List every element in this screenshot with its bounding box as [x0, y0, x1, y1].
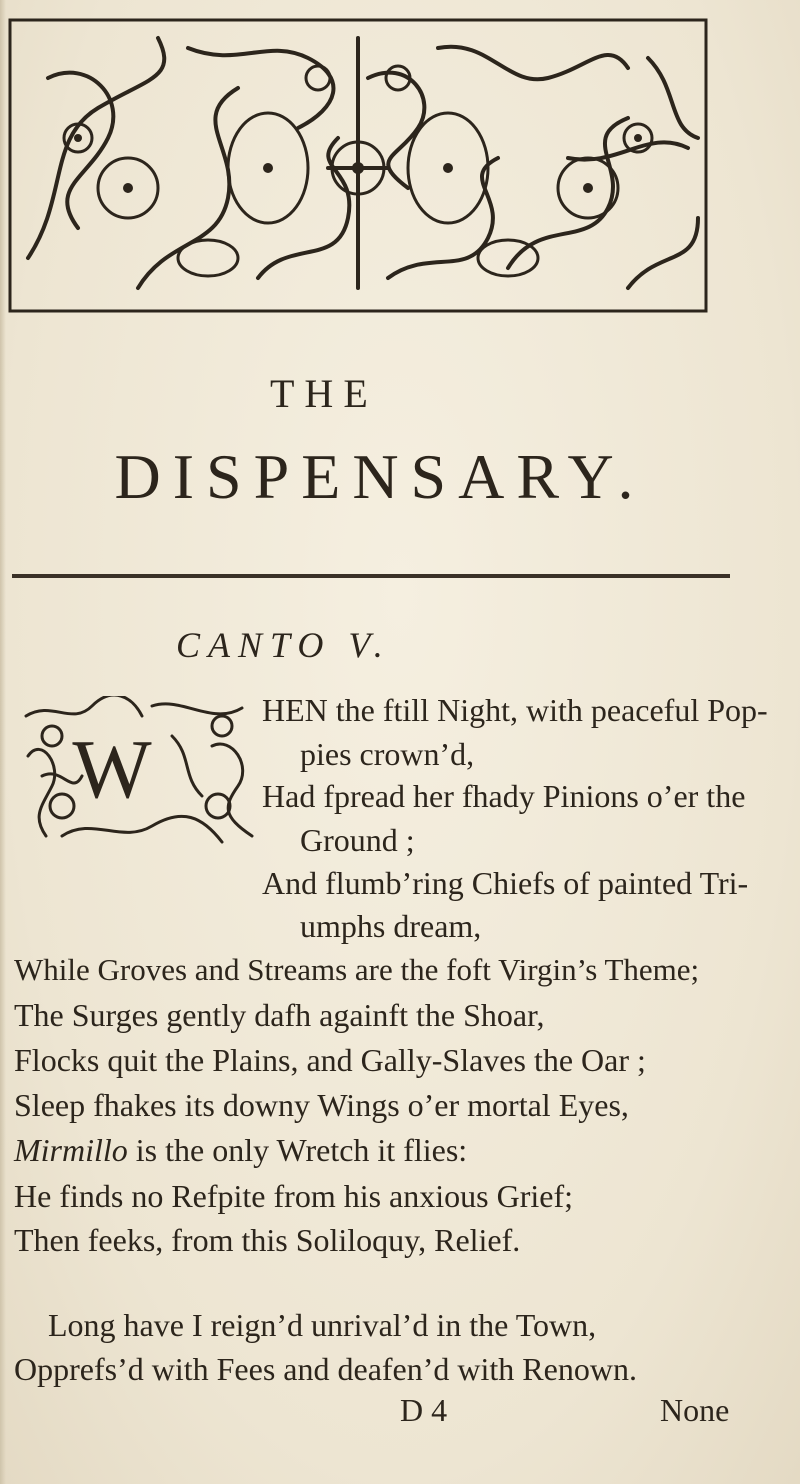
headpiece-ornament — [8, 18, 708, 313]
poem-line-8: The Surges gently dafh againft the Shoar, — [14, 997, 545, 1033]
canto-heading: CANTO V. — [176, 625, 391, 665]
poem-line-2: pies crown’d, — [300, 736, 475, 772]
poem-line-13: Then feeks, from this Soliloquy, Relief. — [14, 1222, 521, 1258]
poem-name-mirmillo: Mirmillo — [14, 1132, 128, 1168]
title-rule — [12, 574, 730, 578]
poem-line-4: Ground ; — [300, 822, 415, 858]
poem-line-10: Sleep fhakes its downy Wings o’er mortal Eyes, — [14, 1087, 629, 1123]
poem-line-14: Long have I reign’d unrival’d in the Town, — [48, 1307, 597, 1343]
poem-line-3: Had fpread her fhady Pinions o’er the — [262, 778, 746, 814]
poem-line-7: While Groves and Streams are the foft Virgin’s Theme; — [14, 952, 700, 987]
poem-line-9: Flocks quit the Plains, and Gally-Slaves the Oar ; — [14, 1042, 646, 1078]
poem-line-11 — [14, 1130, 467, 1170]
poem-line-6: umphs dream, — [300, 908, 482, 944]
page-gutter-shadow — [0, 0, 6, 1484]
drop-cap-initial: W — [72, 723, 152, 816]
catchword: None — [660, 1392, 730, 1428]
poem-line-5: And flumb’ring Chiefs of painted Tri- — [262, 865, 749, 901]
poem-line-12: He finds no Refpite from his anxious Grief; — [14, 1178, 573, 1214]
page-title: DISPENSARY. — [114, 441, 646, 512]
poem-line-1: HEN the ftill Night, with peaceful Pop- — [262, 692, 768, 728]
poem-line-11-rest: is the only Wretch it flies: — [127, 1132, 468, 1168]
title-the: THE — [270, 371, 378, 416]
signature-mark: D 4 — [400, 1392, 448, 1428]
poem-line-15: Opprefs’d with Fees and deafen’d with Renown. — [14, 1351, 637, 1387]
